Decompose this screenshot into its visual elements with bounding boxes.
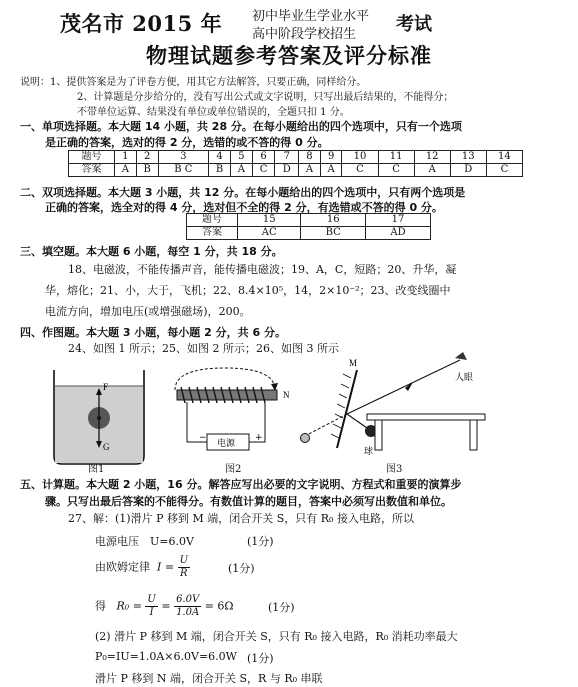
table-cell: 题号 <box>187 214 238 227</box>
table-cell: 6 <box>252 151 275 164</box>
ohm-numerator: U <box>179 555 188 566</box>
city-year: 茂名市 2015 年 <box>60 11 223 36</box>
r0-den-2: 1.0A <box>176 607 200 618</box>
table-cell: D <box>275 164 299 177</box>
figure-1-caption: 图1 <box>88 464 105 475</box>
note-line-3: 不带单位运算、结果没有单位或单位错误的，全题只扣 1 分。 <box>77 107 350 118</box>
answer: B <box>174 164 182 175</box>
sec2-answer-table <box>186 213 431 240</box>
table-cell: 答案 <box>69 164 115 177</box>
table-cell: 题号 <box>69 151 115 164</box>
answer: C <box>184 164 193 175</box>
ohm-denominator: R <box>180 568 188 579</box>
table-cell: BC <box>301 227 366 240</box>
note-line-2: 2、计算题是分步给分的，没有写出公式或文字说明，只写出最后结果的，不能得分； <box>77 92 454 103</box>
page-title: 物理试题参考答案及评分标准 <box>146 43 432 68</box>
header-line-2: 高中阶段学校招生 <box>252 27 357 42</box>
label-M: M <box>349 358 358 368</box>
table-cell: 5 <box>231 151 253 164</box>
part2-line: (2) 滑片 P 移到 M 端，闭合开关 S，只有 R₀ 接入电路，R₀ 消耗功率最大 <box>95 630 458 643</box>
sec1-heading-2: 是正确的答案，选对的得 2 分，选错的或不答的得 0 分。 <box>45 136 329 149</box>
sec1-heading: 一、单项选择题。本大题 14 小题，共 28 分。在每小题给出的四个选项中，只有一个选项 <box>20 120 462 133</box>
label-G: G <box>103 442 110 452</box>
header-line-1: 初中毕业生学业水平 <box>252 9 370 24</box>
table-row <box>69 151 523 164</box>
table-cell: 14 <box>486 151 522 164</box>
table-cell <box>158 164 208 177</box>
ohm-label: 由欧姆定律 <box>95 560 150 574</box>
table-cell: A <box>414 164 450 177</box>
sec3-line-3: 电流方向，增加电压(或增强磁场)，200。 <box>45 305 251 318</box>
label-eye: 人眼 <box>455 373 474 383</box>
note-line-1: 说明：1、提供答案是为了评卷方便，用其它方法解答，只要正确，同样给分。 <box>20 77 367 88</box>
table-cell: D <box>450 164 486 177</box>
table-cell: 16 <box>301 214 366 227</box>
table-cell: AD <box>366 227 431 240</box>
sec1-answer-table <box>68 150 523 177</box>
figure-3-mirror <box>295 352 540 470</box>
label-plus: + <box>255 433 263 443</box>
figure-3-caption: 图3 <box>386 464 403 475</box>
table-cell: 3 <box>158 151 208 164</box>
sec4-line-1: 24、如图 1 所示；25、如图 2 所示；26、如图 3 所示 <box>68 342 339 355</box>
table-cell: 8 <box>299 151 321 164</box>
label-ball: 球 <box>364 447 374 457</box>
figure-2-electromagnet <box>165 360 295 470</box>
label-power: 电源 <box>217 439 236 449</box>
score-4: (1分) <box>247 652 274 665</box>
ohm-fraction <box>178 555 190 580</box>
label-N: N <box>283 390 290 400</box>
table-cell: 7 <box>275 151 299 164</box>
voltage-line: 电源电压 U=6.0V <box>95 535 194 548</box>
r0-result: = 6Ω <box>204 599 234 613</box>
sec4-heading: 四、作图题。本大题 3 小题，每小题 2 分，共 6 分。 <box>20 326 286 339</box>
score-3: (1分) <box>268 601 295 614</box>
last-line: 滑片 P 移到 N 端，闭合开关 S，R 与 R₀ 串联 <box>95 672 323 685</box>
score-2: (1分) <box>228 562 255 575</box>
table-row <box>187 214 431 227</box>
table-cell: 11 <box>378 151 414 164</box>
r0-fraction-2 <box>174 594 201 619</box>
table-cell: 9 <box>320 151 342 164</box>
get-label: 得 <box>95 599 106 613</box>
label-minus: − <box>199 433 207 443</box>
sec2-heading-2: 正确的答案，选全对的得 4 分，选对但不全的得 2 分，有选错或不答的得 0 分。 <box>45 201 443 214</box>
table-row <box>187 227 431 240</box>
table-cell: C <box>252 164 275 177</box>
r0-lhs: R₀ = <box>116 599 142 613</box>
r0-num-1: U <box>147 594 156 605</box>
table-cell: A <box>115 164 137 177</box>
table-cell: A <box>231 164 253 177</box>
sec3-heading: 三、填空题。本大题 6 小题，每空 1 分，共 18 分。 <box>20 245 283 258</box>
sec3-line-1: 18、电磁波，不能传播声音，能传播电磁波；19、A，C，短路；20、升华，凝 <box>68 263 457 276</box>
table-cell: 15 <box>238 214 301 227</box>
sec2-heading: 二、双项选择题。本大题 3 小题，共 12 分。在每小题给出的四个选项中，只有两个选项是 <box>20 186 466 199</box>
table-cell: 10 <box>342 151 378 164</box>
table-cell: 13 <box>450 151 486 164</box>
power-line: P₀=IU=1.0A×6.0V=6.0W <box>95 650 237 663</box>
table-cell: A <box>299 164 321 177</box>
ohm-law-line <box>95 555 190 580</box>
q27-intro: 27、解：(1)滑片 P 移到 M 端，闭合开关 S，只有 R₀ 接入电路，所以 <box>68 512 414 525</box>
table-cell: 1 <box>115 151 137 164</box>
table-cell: C <box>486 164 522 177</box>
table-cell: 答案 <box>187 227 238 240</box>
table-cell: 12 <box>414 151 450 164</box>
figure-1-beaker <box>40 360 160 472</box>
table-cell: AC <box>238 227 301 240</box>
table-cell: 4 <box>209 151 231 164</box>
r0-num-2: 6.0V <box>176 594 200 605</box>
table-cell: B <box>136 164 158 177</box>
ohm-lhs: I = <box>157 560 175 574</box>
figure-2-caption: 图2 <box>225 464 242 475</box>
sec5-heading-2: 骤。只写出最后答案的不能得分。有数值计算的题目，答案中必须写出数值和单位。 <box>45 495 452 508</box>
r0-den-1: I <box>149 607 154 618</box>
sec5-heading: 五、计算题。本大题 2 小题，16 分。解答应写出必要的文字说明、方程式和重要的演算步 <box>20 478 462 491</box>
r0-eq: = <box>161 599 171 613</box>
table-row <box>69 164 523 177</box>
sec3-line-2: 华，熔化；21、小，大于，飞机；22、8.4×10⁵，14，2×10⁻²；23、改变线圈中 <box>45 284 451 297</box>
table-cell: A <box>320 164 342 177</box>
r0-fraction-1 <box>145 594 157 619</box>
r0-line <box>95 594 234 619</box>
table-cell: B <box>209 164 231 177</box>
label-F: F <box>103 382 109 392</box>
header-exam: 考试 <box>396 14 432 35</box>
table-cell: 2 <box>136 151 158 164</box>
table-cell: C <box>378 164 414 177</box>
table-cell: 17 <box>366 214 431 227</box>
table-cell: C <box>342 164 378 177</box>
score-1: (1分) <box>247 535 274 548</box>
